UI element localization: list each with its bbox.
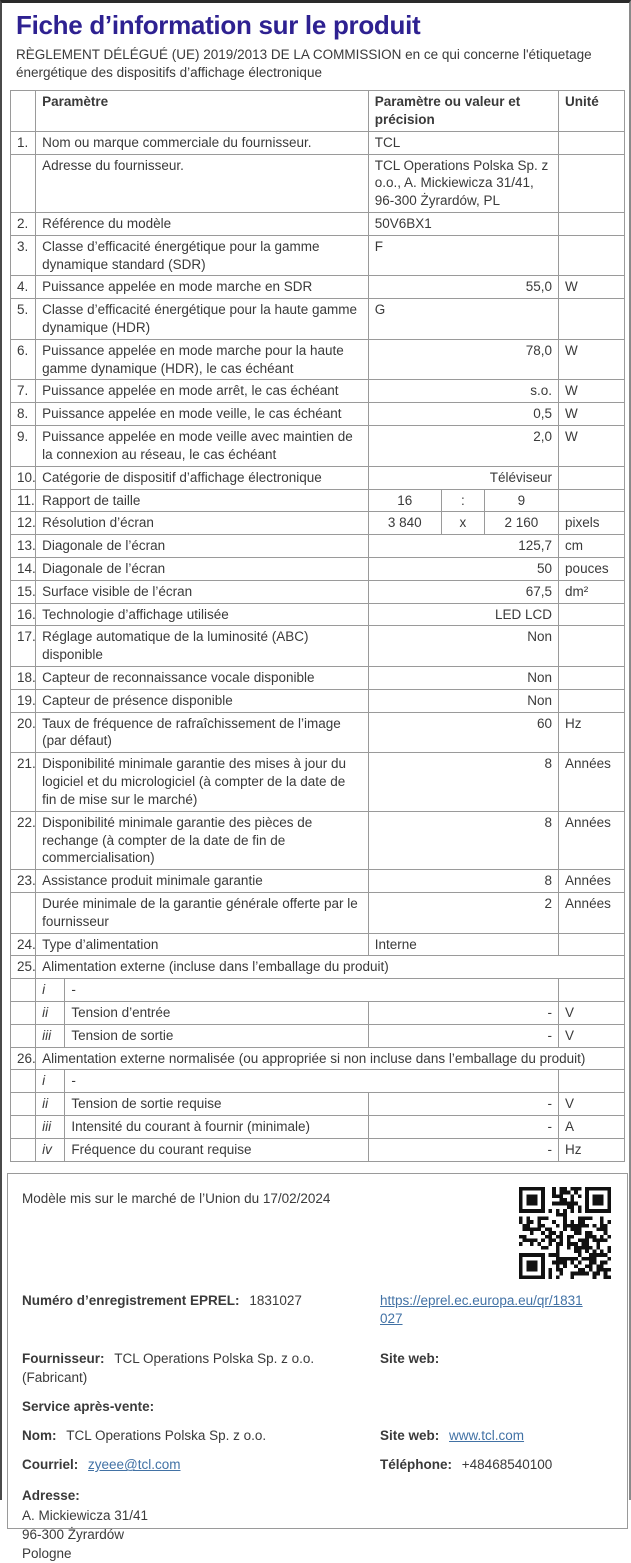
unit-label: Années (559, 811, 625, 869)
table-row (11, 626, 625, 667)
row-number: 1. (11, 131, 36, 154)
unit-label: Années (559, 892, 625, 933)
unit-label: Hz (559, 712, 625, 753)
param-label: Technologie d’affichage utilisée (36, 603, 369, 626)
param-value: 8 (368, 870, 558, 893)
param-label: Référence du modèle (36, 212, 369, 235)
market-date: Modèle mis sur le marché de l’Union du 17/02/2024 (22, 1190, 331, 1206)
param-label: Puissance appelée en mode veille avec maintien de la connexion au réseau, le cas échéant (36, 426, 369, 467)
param-label: Intensité du courant à fournir (minimale) (65, 1116, 368, 1139)
supplier-name: TCL Operations Polska Sp. z o.o. (Fabricant) (22, 1351, 315, 1385)
unit-label (559, 603, 625, 626)
table-row (11, 512, 625, 535)
row-number (11, 1070, 36, 1093)
after-sales-label: Service après-vente: (22, 1398, 155, 1414)
address-label: Adresse: (22, 1488, 80, 1504)
supplier-label: Fournisseur: (22, 1351, 105, 1367)
row-number: 11. (11, 489, 36, 512)
table-row (11, 276, 625, 299)
param-label: Taux de fréquence de rafraîchissement de l’image (par défaut) (36, 712, 369, 753)
param-value: - (368, 1116, 558, 1139)
table-row (11, 212, 625, 235)
row-number: 23. (11, 870, 36, 893)
email-label: Courriel: (22, 1457, 79, 1473)
param-value: G (368, 299, 558, 340)
param-label: Adresse du fournisseur. (36, 154, 369, 212)
unit-label: W (559, 339, 625, 380)
param-value: 50V6BX1 (368, 212, 558, 235)
param-value: - (368, 1002, 558, 1025)
param-value: Téléviseur (368, 466, 558, 489)
param-value: 50 (368, 557, 558, 580)
unit-label: W (559, 426, 625, 467)
table-row (11, 1047, 625, 1070)
row-number: 25. (11, 956, 36, 979)
param-value: F (368, 235, 558, 276)
unit-label: W (559, 403, 625, 426)
param-value: LED LCD (368, 603, 558, 626)
param-label: Surface visible de l’écran (36, 580, 369, 603)
row-number: 18. (11, 667, 36, 690)
table-row (11, 1002, 625, 1025)
unit-label (559, 466, 625, 489)
table-row (11, 299, 625, 340)
param-value: 125,7 (368, 535, 558, 558)
unit-label (559, 689, 625, 712)
param-label: Tension de sortie (65, 1024, 368, 1047)
row-number: 8. (11, 403, 36, 426)
param-label: Résolution d’écran (36, 512, 369, 535)
row-number: 9. (11, 426, 36, 467)
row-number: 14. (11, 557, 36, 580)
param-value: - (65, 979, 559, 1002)
eprel-number: 1831027 (249, 1292, 302, 1308)
unit-label: V (559, 1002, 625, 1025)
row-number: 10. (11, 466, 36, 489)
param-value: 3 840 (368, 512, 441, 535)
eprel-link[interactable]: https://eprel.ec.europa.eu/qr/1831027 (380, 1292, 583, 1327)
param-value: TCL Operations Polska Sp. z o.o., A. Mickiewicza 31/41, 96-300 Żyrardów, PL (368, 154, 558, 212)
param-label: Puissance appelée en mode marche pour la haute gamme dynamique (HDR), le cas échéant (36, 339, 369, 380)
table-row (11, 667, 625, 690)
row-number (11, 91, 36, 132)
table-row (11, 580, 625, 603)
roman-index: iii (36, 1116, 65, 1139)
table-row (11, 933, 625, 956)
param-value: 67,5 (368, 580, 558, 603)
table-row (11, 870, 625, 893)
unit-label: V (559, 1093, 625, 1116)
param-label: Puissance appelée en mode arrêt, le cas échéant (36, 380, 369, 403)
param-value: - (65, 1070, 559, 1093)
param-value: 78,0 (368, 339, 558, 380)
param-label: Classe d’efficacité énergétique pour la haute gamme dynamique (HDR) (36, 299, 369, 340)
param-label: Alimentation externe normalisée (ou appropriée si non incluse dans l’emballage du produit) (36, 1047, 625, 1070)
table-row (11, 753, 625, 811)
phone-label: Téléphone: (380, 1457, 453, 1473)
email-link[interactable]: zyeee@tcl.com (88, 1457, 181, 1473)
table-row (11, 712, 625, 753)
unit-label: pixels (559, 512, 625, 535)
unit-label: W (559, 380, 625, 403)
table-row (11, 426, 625, 467)
regulation-subtitle: RÈGLEMENT DÉLÉGUÉ (UE) 2019/2013 DE LA COMMISSION en ce qui concerne l'étiquetage énergétique des dispositifs d’affichage électronique (16, 47, 592, 80)
param-label: Puissance appelée en mode veille, le cas échéant (36, 403, 369, 426)
param-label: Type d’alimentation (36, 933, 369, 956)
param-label: Disponibilité minimale garantie des mises à jour du logiciel et du micrologiciel (à compter de la date de fin de mise sur le marché) (36, 753, 369, 811)
param-value: s.o. (368, 380, 558, 403)
param-value: : (441, 489, 484, 512)
row-number: 20. (11, 712, 36, 753)
service-name: TCL Operations Polska Sp. z o.o. (66, 1428, 267, 1444)
param-value: 60 (368, 712, 558, 753)
param-label: Durée minimale de la garantie générale offerte par le fournisseur (36, 892, 369, 933)
table-row (11, 1093, 625, 1116)
param-label: Réglage automatique de la luminosité (ABC) disponible (36, 626, 369, 667)
unit-label: dm² (559, 580, 625, 603)
table-row (11, 956, 625, 979)
row-number: 6. (11, 339, 36, 380)
table-row (11, 1116, 625, 1139)
param-value: Non (368, 626, 558, 667)
unit-label (559, 667, 625, 690)
param-value: Non (368, 667, 558, 690)
site-web2-label: Site web: (380, 1428, 440, 1444)
unit-label (559, 1070, 625, 1093)
table-row (11, 1070, 625, 1093)
row-number: 2. (11, 212, 36, 235)
param-value: 2 160 (484, 512, 558, 535)
param-value: 0,5 (368, 403, 558, 426)
param-label: Rapport de taille (36, 489, 369, 512)
param-label: Capteur de reconnaissance vocale disponible (36, 667, 369, 690)
unit-label: Années (559, 753, 625, 811)
unit-label (559, 154, 625, 212)
unit-label (559, 131, 625, 154)
value-header: Paramètre ou valeur et précision (368, 91, 558, 132)
roman-index: iii (36, 1024, 65, 1047)
param-value: 8 (368, 753, 558, 811)
roman-index: ii (36, 1002, 65, 1025)
table-row (11, 979, 625, 1002)
param-value: TCL (368, 131, 558, 154)
unit-label (559, 489, 625, 512)
param-label: Nom ou marque commerciale du fournisseur. (36, 131, 369, 154)
row-number: 3. (11, 235, 36, 276)
row-number: 13. (11, 535, 36, 558)
param-value: 2 (368, 892, 558, 933)
unit-label: V (559, 1024, 625, 1047)
address-line: Pologne (22, 1545, 72, 1561)
param-label: Tension d’entrée (65, 1002, 368, 1025)
table-row (11, 131, 625, 154)
param-label: Disponibilité minimale garantie des pièces de rechange (à compter de la date de fin de commercialisation) (36, 811, 369, 869)
row-number: 16. (11, 603, 36, 626)
param-label: Alimentation externe (incluse dans l’emballage du produit) (36, 956, 625, 979)
table-row (11, 154, 625, 212)
param-value: Non (368, 689, 558, 712)
roman-index: ii (36, 1093, 65, 1116)
row-number: 26. (11, 1047, 36, 1070)
roman-index: iv (36, 1138, 65, 1161)
table-row (11, 689, 625, 712)
row-number: 22. (11, 811, 36, 869)
param-label: Diagonale de l’écran (36, 557, 369, 580)
row-number (11, 154, 36, 212)
site-web-link[interactable]: www.tcl.com (449, 1428, 525, 1444)
table-row (11, 466, 625, 489)
unit-label (559, 626, 625, 667)
row-number (11, 892, 36, 933)
row-number: 19. (11, 689, 36, 712)
table-row (11, 1138, 625, 1161)
site-web-label: Site web: (380, 1351, 440, 1367)
param-header: Paramètre (36, 91, 369, 132)
param-value: x (441, 512, 484, 535)
param-label: Fréquence du courant requise (65, 1138, 368, 1161)
unit-label (559, 212, 625, 235)
unit-label: W (559, 276, 625, 299)
unit-label (559, 933, 625, 956)
table-row (11, 235, 625, 276)
param-value: 55,0 (368, 276, 558, 299)
phone-number: +48468540100 (461, 1457, 553, 1473)
row-number: 4. (11, 276, 36, 299)
unit-label: cm (559, 535, 625, 558)
row-number (11, 979, 36, 1002)
unit-label (559, 979, 625, 1002)
table-row (11, 403, 625, 426)
qr-code (519, 1187, 611, 1279)
param-label: Catégorie de dispositif d’affichage électronique (36, 466, 369, 489)
param-label: Classe d’efficacité énergétique pour la gamme dynamique standard (SDR) (36, 235, 369, 276)
param-label: Capteur de présence disponible (36, 689, 369, 712)
table-row (11, 339, 625, 380)
unit-label: Années (559, 870, 625, 893)
row-number (11, 1002, 36, 1025)
product-table-body (11, 91, 625, 1162)
param-value: Interne (368, 933, 558, 956)
unit-header: Unité (559, 91, 625, 132)
param-label: Diagonale de l’écran (36, 535, 369, 558)
param-value: - (368, 1093, 558, 1116)
row-number: 7. (11, 380, 36, 403)
page-title: Fiche d’information sur le produit (16, 10, 421, 40)
param-value: 2,0 (368, 426, 558, 467)
row-number: 15. (11, 580, 36, 603)
address-line: 96-300 Żyrardów (22, 1526, 125, 1542)
table-row (11, 535, 625, 558)
unit-label: Hz (559, 1138, 625, 1161)
footer-box (7, 1173, 628, 1561)
param-value: 9 (484, 489, 558, 512)
row-number: 24. (11, 933, 36, 956)
unit-label: A (559, 1116, 625, 1139)
row-number: 5. (11, 299, 36, 340)
service-name-label: Nom: (22, 1428, 57, 1444)
table-row (11, 603, 625, 626)
row-number (11, 1116, 36, 1139)
table-header-row (11, 91, 625, 132)
table-row (11, 557, 625, 580)
table-row (11, 892, 625, 933)
unit-label (559, 235, 625, 276)
row-number (11, 1024, 36, 1047)
param-value: - (368, 1024, 558, 1047)
param-value: 16 (368, 489, 441, 512)
row-number: 21. (11, 753, 36, 811)
table-row (11, 1024, 625, 1047)
product-table (10, 90, 625, 1162)
table-row (11, 811, 625, 869)
param-label: Puissance appelée en mode marche en SDR (36, 276, 369, 299)
row-number (11, 1093, 36, 1116)
address-line: A. Mickiewicza 31/41 (22, 1507, 149, 1523)
param-value: - (368, 1138, 558, 1161)
param-value: 8 (368, 811, 558, 869)
unit-label (559, 299, 625, 340)
table-row (11, 380, 625, 403)
row-number (11, 1138, 36, 1161)
roman-index: i (36, 979, 65, 1002)
eprel-label: Numéro d’enregistrement EPREL: (22, 1292, 240, 1308)
row-number: 12. (11, 512, 36, 535)
param-label: Tension de sortie requise (65, 1093, 368, 1116)
table-row (11, 489, 625, 512)
row-number: 17. (11, 626, 36, 667)
param-label: Assistance produit minimale garantie (36, 870, 369, 893)
unit-label: pouces (559, 557, 625, 580)
roman-index: i (36, 1070, 65, 1093)
